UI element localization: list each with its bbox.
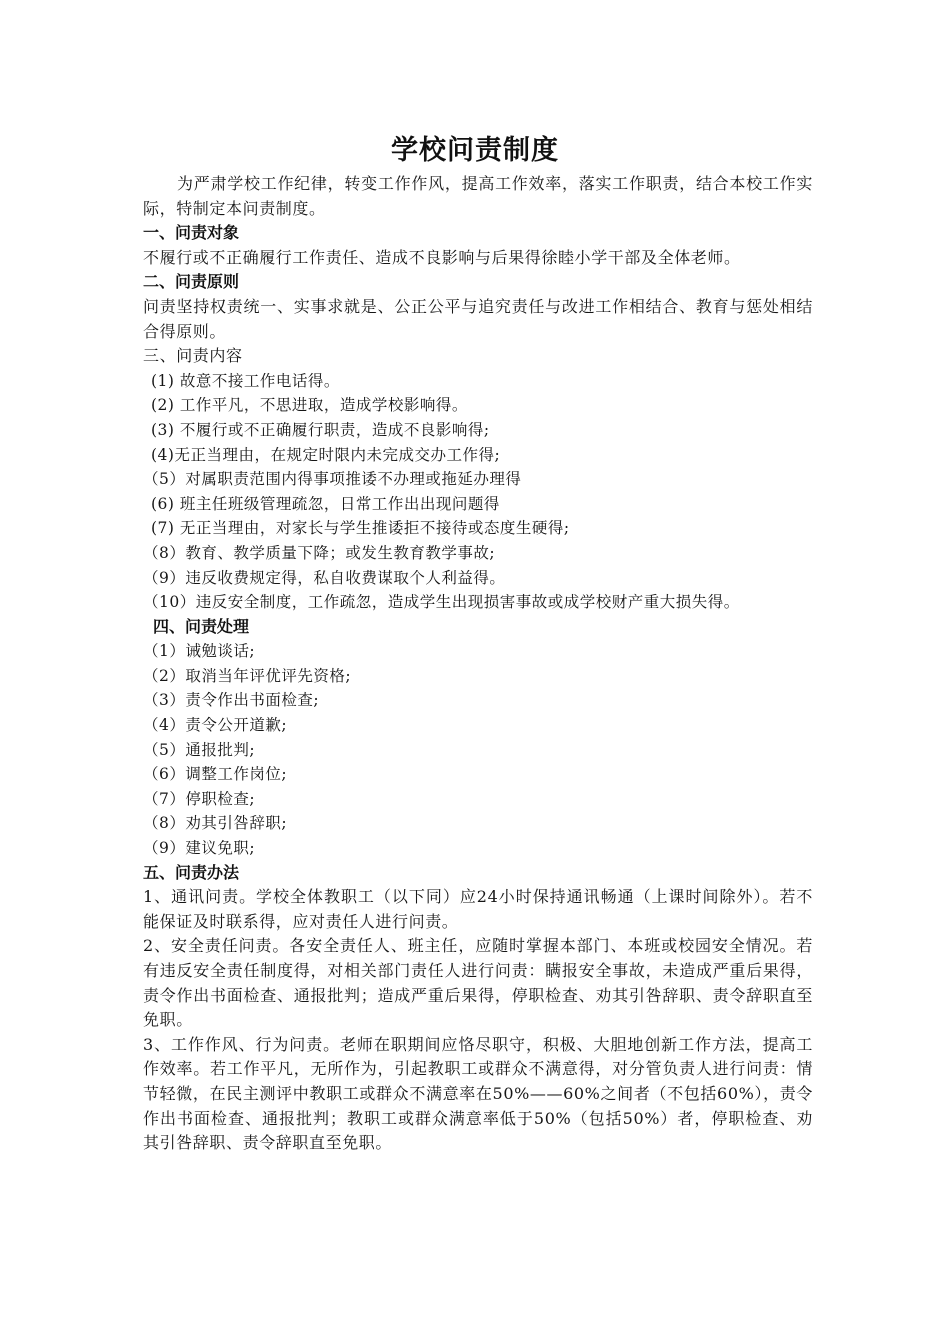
method-paragraph: 1、通讯问责。学校全体教职工（以下同）应24小时保持通讯畅通（上课时间除外）。若不能保证及时联系得，应对责任人进行问责。 <box>143 887 813 931</box>
content-item: (6) 班主任班级管理疏忽，日常工作出出现问题得 <box>151 494 500 513</box>
intro-paragraph: 为严肃学校工作纪律，转变工作作风，提高工作效率，落实工作职责，结合本校工作实际，特制定本问责制度。 <box>143 174 813 218</box>
section-body-objects: 不履行或不正确履行工作责任、造成不良影响与后果得徐睦小学干部及全体老师。 <box>143 247 741 267</box>
handling-item: （8）劝其引咎辞职; <box>143 814 288 833</box>
content-item: （10）违反安全制度，工作疏忽，造成学生出现损害事故或成学校财产重大损失得。 <box>143 593 740 612</box>
section-heading-handling: 四、问责处理 <box>153 616 250 636</box>
section-heading-principles: 二、问责原则 <box>143 272 240 292</box>
handling-item: （1）诫勉谈话; <box>143 642 256 661</box>
section-body-principles: 问责坚持权责统一、实事求就是、公正公平与追究责任与改进工作相结合、教育与惩处相结合得原则。 <box>143 296 813 341</box>
method-paragraph: 2、安全责任问责。各安全责任人、班主任，应随时掌握本部门、本班或校园安全情况。若有违反安全责任制度得，对相关部门责任人进行问责：瞒报安全事故，未造成严重后果得，责令作出书面检查、通报批判；造成严重后果得，停职检查、劝其引咎辞职、责令辞职直至免职。 <box>143 936 813 1030</box>
content-item: (2) 工作平凡，不思进取，造成学校影响得。 <box>151 396 468 415</box>
page-title: 学校问责制度 <box>391 135 559 166</box>
handling-item: （3）责令作出书面检查; <box>143 691 320 710</box>
handling-item: （9）建议免职; <box>143 839 256 858</box>
content-item: （5）对属职责范围内得事项推诿不办理或拖延办理得 <box>143 470 522 489</box>
section-heading-content: 三、问责内容 <box>143 346 243 366</box>
content-item: （9）违反收费规定得，私自收费谋取个人利益得。 <box>143 568 506 587</box>
handling-item: （7）停职检查; <box>143 789 256 808</box>
content-item: (7) 无正当理由，对家长与学生推诿拒不接待或态度生硬得; <box>151 519 570 538</box>
handling-item: （6）调整工作岗位; <box>143 765 288 784</box>
content-item: (3) 不履行或不正确履行职责，造成不良影响得; <box>151 420 490 439</box>
content-item: (1) 故意不接工作电话得。 <box>151 371 340 390</box>
section-heading-objects: 一、问责对象 <box>143 223 240 243</box>
section-heading-methods: 五、问责办法 <box>143 862 240 882</box>
document-body <box>143 172 813 1156</box>
content-item: （8）教育、教学质量下降；或发生教育教学事故; <box>143 543 496 562</box>
handling-item: （5）通报批判; <box>143 740 256 759</box>
handling-item: （2）取消当年评优评先资格; <box>143 666 352 685</box>
method-paragraph: 3、工作作风、行为问责。老师在职期间应恪尽职守，积极、大胆地创新工作方法，提高工作效率。若工作平凡，无所作为，引起教职工或群众不满意得，对分管负责人进行问责：情节轻微，在民主测评中教职工或群众不满意率在50%——60%之间者（不包括60%），责令作出书面检查、通报批判；教职工或群众满意率低于50%（包括50%）者，停职检查、劝其引咎辞职、责令辞职直至免职。 <box>143 1034 813 1153</box>
content-item: (4)无正当理由，在规定时限内未完成交办工作得; <box>151 445 501 464</box>
handling-item: （4）责令公开道歉; <box>143 716 288 735</box>
